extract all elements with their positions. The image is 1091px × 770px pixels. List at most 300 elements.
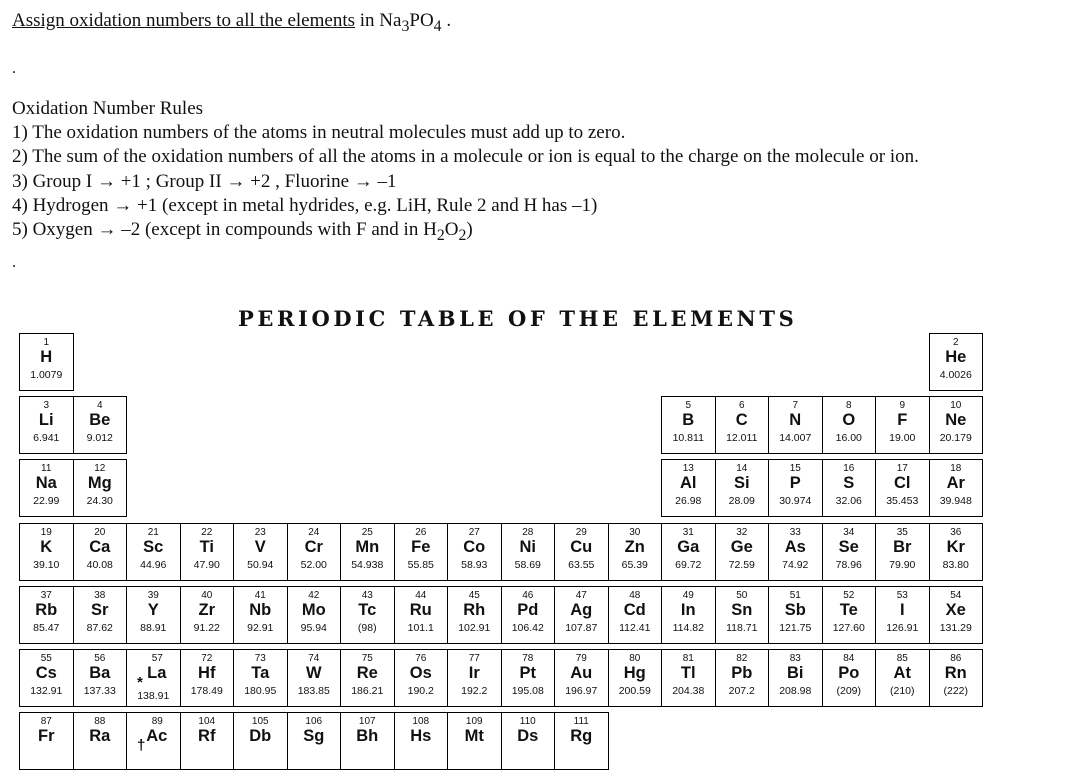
atomic-number: 53 <box>896 589 908 601</box>
rule-5: 5) Oxygen → –2 (except in compounds with F and in $H_2O_2$) <box>12 219 473 244</box>
element-cell-cr <box>287 523 342 581</box>
element-cell-si <box>715 459 770 517</box>
element-cell-sg <box>287 712 342 770</box>
element-cell-co <box>447 523 502 581</box>
element-cell-be <box>73 396 128 454</box>
element-cell-hg <box>608 649 663 707</box>
element-cell-w <box>287 649 342 707</box>
atomic-number: 46 <box>522 589 534 601</box>
element-symbol: Xe <box>945 600 966 619</box>
element-cell-db <box>233 712 288 770</box>
atomic-number: 11 <box>41 463 52 475</box>
atomic-number: 72 <box>201 653 213 664</box>
atomic-number: 104 <box>198 716 216 728</box>
atomic-number: 29 <box>575 526 587 538</box>
atomic-mass: 102.91 <box>458 621 491 634</box>
element-cell-bh <box>340 712 395 770</box>
atomic-number: 108 <box>412 716 430 728</box>
element-symbol: Rn <box>944 664 967 682</box>
element-symbol: Ge <box>730 537 753 556</box>
element-symbol: La <box>147 664 167 682</box>
element-symbol: Te <box>839 600 858 619</box>
element-symbol: Sb <box>784 600 806 619</box>
atomic-number: 73 <box>254 653 266 664</box>
atomic-number: 55 <box>40 653 52 664</box>
element-symbol: Ag <box>570 600 593 619</box>
element-symbol: K <box>40 537 53 556</box>
atomic-mass: 24.30 <box>86 495 113 508</box>
atomic-mass: 190.2 <box>407 685 434 697</box>
element-symbol: Cs <box>35 664 57 682</box>
element-symbol: O <box>842 411 856 430</box>
element-symbol: In <box>680 600 696 619</box>
atomic-number: 1 <box>43 337 50 348</box>
element-symbol: Tc <box>358 600 377 619</box>
atomic-mass: 92.91 <box>247 621 274 634</box>
atomic-mass: 95.94 <box>300 621 327 634</box>
atomic-mass: 114.82 <box>672 621 704 634</box>
atomic-number: 23 <box>254 526 266 538</box>
atomic-number: 85 <box>896 653 908 664</box>
element-symbol: Hg <box>623 664 646 682</box>
element-cell-al <box>661 459 716 517</box>
atomic-mass: 65.39 <box>621 558 648 571</box>
atomic-mass: 30.974 <box>779 495 812 508</box>
atomic-mass: 186.21 <box>351 685 384 697</box>
element-symbol: Sc <box>143 537 164 556</box>
atomic-number: 40 <box>201 589 213 601</box>
element-cell-ge <box>715 523 770 581</box>
atomic-number: 20 <box>94 526 106 538</box>
element-cell-hf <box>180 649 235 707</box>
rules-heading: Oxidation Number Rules <box>12 98 204 119</box>
atomic-number: 109 <box>465 716 483 728</box>
element-cell-br <box>875 523 930 581</box>
element-cell-li <box>19 396 74 454</box>
atomic-mass: 35.453 <box>886 495 919 508</box>
element-cell-h <box>19 333 74 391</box>
element-cell-cl <box>875 459 930 517</box>
element-cell-as <box>768 523 823 581</box>
atomic-mass: 32.06 <box>835 495 862 508</box>
atomic-mass: 47.90 <box>193 558 220 571</box>
atomic-number: 25 <box>361 526 373 538</box>
atomic-number: 30 <box>629 526 641 538</box>
element-cell-i <box>875 586 930 644</box>
rule-2: 2) The sum of the oxidation numbers of all the atoms in a molecule or ion is equal to the charge on the molecule or ion. <box>12 146 919 168</box>
element-symbol: Cl <box>894 474 911 493</box>
element-cell-mg <box>73 459 128 517</box>
element-cell-la <box>126 649 181 707</box>
atomic-number: 9 <box>899 400 906 412</box>
element-cell-sc <box>126 523 181 581</box>
atomic-mass: 127.60 <box>832 621 865 634</box>
atomic-mass: 178.49 <box>190 685 223 697</box>
element-cell-s <box>822 459 877 517</box>
atomic-number: 3 <box>43 400 50 412</box>
atomic-number: 79 <box>575 653 587 664</box>
atomic-number: 39 <box>147 589 159 601</box>
element-cell-tc <box>340 586 395 644</box>
atomic-number: 43 <box>361 589 373 601</box>
element-symbol: Sr <box>91 600 109 619</box>
element-symbol: He <box>945 348 967 366</box>
element-symbol: Br <box>893 537 912 556</box>
element-symbol: Na <box>35 474 57 493</box>
series-marker: * <box>137 674 143 691</box>
atomic-mass: 91.22 <box>193 621 220 634</box>
element-symbol: Ra <box>89 727 111 746</box>
element-symbol: Sn <box>731 600 753 619</box>
atomic-mass: 118.71 <box>726 621 758 634</box>
element-symbol: Co <box>463 537 486 556</box>
element-symbol: Au <box>570 664 593 682</box>
element-symbol: As <box>784 537 806 556</box>
element-symbol: Be <box>89 411 111 430</box>
rule-4: 4) Hydrogen → +1 (except in metal hydrides, e.g. LiH, Rule 2 and H has –1) <box>12 194 598 216</box>
atomic-mass: 44.96 <box>140 558 167 571</box>
atomic-mass: 88.91 <box>140 621 167 634</box>
question-text <box>12 10 451 36</box>
element-cell-ag <box>554 586 609 644</box>
atomic-mass: 22.99 <box>33 495 60 508</box>
element-cell-in <box>661 586 716 644</box>
element-symbol: Hf <box>198 664 216 682</box>
element-symbol: Rf <box>198 727 216 746</box>
element-cell-ca <box>73 523 128 581</box>
atomic-number: 106 <box>305 716 323 728</box>
element-cell-tl <box>661 649 716 707</box>
element-symbol: Mt <box>464 727 484 746</box>
atomic-number: 78 <box>522 653 534 664</box>
atomic-number: 36 <box>950 526 962 538</box>
element-symbol: Ac <box>146 727 168 746</box>
element-cell-ds <box>501 712 556 770</box>
element-symbol: Zr <box>198 600 215 619</box>
element-cell-ni <box>501 523 556 581</box>
element-symbol: V <box>254 537 266 556</box>
element-cell-y <box>126 586 181 644</box>
element-cell-c <box>715 396 770 454</box>
atomic-number: 83 <box>789 653 801 664</box>
element-cell-p <box>768 459 823 517</box>
atomic-number: 110 <box>519 716 536 728</box>
atomic-mass: 20.179 <box>939 432 972 445</box>
element-cell-zn <box>608 523 663 581</box>
element-symbol: Li <box>38 411 54 430</box>
element-cell-v <box>233 523 288 581</box>
element-symbol: Mg <box>87 474 112 493</box>
atomic-mass: 200.59 <box>618 685 651 697</box>
element-cell-ac <box>126 712 181 770</box>
element-symbol: Ru <box>409 600 432 619</box>
element-cell-ar <box>929 459 984 517</box>
atomic-number: 45 <box>468 589 480 601</box>
element-symbol: Rg <box>570 727 593 746</box>
element-symbol: F <box>897 411 908 430</box>
element-symbol: Ga <box>677 537 700 556</box>
separator-dot: . <box>12 60 16 77</box>
element-symbol: I <box>899 600 905 619</box>
atomic-number: 54 <box>950 589 962 601</box>
atomic-number: 28 <box>522 526 534 538</box>
atomic-mass: 78.96 <box>835 558 862 571</box>
element-symbol: Pt <box>519 664 536 682</box>
element-cell-ir <box>447 649 502 707</box>
element-cell-sn <box>715 586 770 644</box>
atomic-mass: 9.012 <box>86 432 113 445</box>
element-cell-cs <box>19 649 74 707</box>
atomic-number: 16 <box>843 463 855 475</box>
atomic-mass: 39.10 <box>33 558 60 571</box>
formula-na3po4: $Na_3PO_4$ . <box>379 10 452 35</box>
atomic-mass: 19.00 <box>889 432 916 445</box>
element-cell-fr <box>19 712 74 770</box>
element-cell-ba <box>73 649 128 707</box>
atomic-mass: 69.72 <box>675 558 702 571</box>
atomic-number: 86 <box>950 653 962 664</box>
element-cell-rh <box>447 586 502 644</box>
element-cell-hs <box>394 712 449 770</box>
atomic-number: 37 <box>40 589 52 601</box>
atomic-number: 74 <box>308 653 320 664</box>
atomic-number: 107 <box>358 716 376 728</box>
element-symbol: Cr <box>304 537 323 556</box>
atomic-mass: (222) <box>943 685 968 697</box>
atomic-number: 81 <box>682 653 694 664</box>
atomic-mass: 106.42 <box>511 621 544 634</box>
atomic-mass: 58.93 <box>461 558 488 571</box>
atomic-mass: 1.0079 <box>30 369 63 381</box>
element-symbol: Sg <box>303 727 325 746</box>
element-cell-f <box>875 396 930 454</box>
element-symbol: Fe <box>411 537 431 556</box>
rule-3: 3) Group I → +1 ; Group II → +2 , Fluorine → –1 <box>12 170 397 192</box>
element-symbol: Ti <box>199 537 214 556</box>
atomic-number: 47 <box>575 589 587 601</box>
element-symbol: W <box>305 664 322 682</box>
element-cell-rb <box>19 586 74 644</box>
atomic-number: 31 <box>682 526 694 538</box>
atomic-mass: 4.0026 <box>939 369 972 381</box>
element-cell-ru <box>394 586 449 644</box>
element-cell-na <box>19 459 74 517</box>
atomic-number: 76 <box>415 653 427 664</box>
atomic-number: 84 <box>843 653 855 664</box>
atomic-number: 111 <box>573 716 589 728</box>
element-symbol: Rb <box>35 600 58 619</box>
element-symbol: C <box>735 411 748 430</box>
element-symbol: S <box>843 474 855 493</box>
atomic-mass: 6.941 <box>33 432 60 445</box>
atomic-mass: 79.90 <box>889 558 916 571</box>
element-cell-fe <box>394 523 449 581</box>
element-cell-he <box>929 333 984 391</box>
atomic-mass: 196.97 <box>565 685 598 697</box>
atomic-mass: 74.92 <box>782 558 809 571</box>
atomic-number: 7 <box>792 400 799 412</box>
atomic-number: 10 <box>950 400 962 412</box>
question-rest: in <box>355 10 380 31</box>
element-symbol: Nb <box>249 600 272 619</box>
atomic-number: 57 <box>151 653 163 664</box>
element-cell-se <box>822 523 877 581</box>
element-symbol: Fr <box>38 727 55 746</box>
element-symbol: Bi <box>787 664 804 682</box>
element-symbol: Se <box>838 537 859 556</box>
atomic-number: 77 <box>468 653 480 664</box>
atomic-mass: 10.811 <box>672 432 704 445</box>
element-cell-au <box>554 649 609 707</box>
atomic-number: 38 <box>94 589 106 601</box>
atomic-number: 35 <box>896 526 908 538</box>
atomic-mass: 107.87 <box>565 621 598 634</box>
atomic-number: 48 <box>629 589 641 601</box>
atomic-mass: 195.08 <box>511 685 544 697</box>
atomic-mass: (98) <box>357 621 377 634</box>
element-symbol: Y <box>147 600 159 619</box>
atomic-mass: 204.38 <box>672 685 705 697</box>
element-cell-rg <box>554 712 609 770</box>
atomic-mass: 39.948 <box>939 495 972 508</box>
series-marker: † <box>137 737 146 755</box>
atomic-number: 24 <box>308 526 320 538</box>
atomic-number: 6 <box>738 400 745 412</box>
atomic-mass: 208.98 <box>779 685 812 697</box>
atomic-number: 34 <box>843 526 855 538</box>
element-symbol: Pb <box>731 664 753 682</box>
periodic-table-title: PERIODIC TABLE OF THE ELEMENTS <box>238 306 798 331</box>
element-cell-pb <box>715 649 770 707</box>
element-symbol: Cu <box>570 537 593 556</box>
atomic-number: 14 <box>736 463 748 475</box>
element-cell-at <box>875 649 930 707</box>
atomic-mass: 83.80 <box>942 558 969 571</box>
element-symbol: Ne <box>945 411 967 430</box>
element-cell-pd <box>501 586 556 644</box>
element-cell-rn <box>929 649 984 707</box>
element-cell-os <box>394 649 449 707</box>
element-cell-cu <box>554 523 609 581</box>
atomic-number: 87 <box>40 716 52 728</box>
atomic-mass: 126.91 <box>886 621 919 634</box>
atomic-number: 17 <box>896 463 908 475</box>
atomic-mass: 138.91 <box>137 690 170 702</box>
atomic-mass: 131.29 <box>939 621 972 634</box>
element-cell-rf <box>180 712 235 770</box>
element-cell-b <box>661 396 716 454</box>
element-cell-sr <box>73 586 128 644</box>
atomic-number: 32 <box>736 526 748 538</box>
element-symbol: H <box>40 348 53 366</box>
atomic-mass: 192.2 <box>461 685 488 697</box>
element-cell-mn <box>340 523 395 581</box>
atomic-number: 50 <box>736 589 748 601</box>
question-link[interactable]: Assign oxidation numbers to all the elements <box>12 10 356 31</box>
atomic-number: 19 <box>40 526 52 538</box>
atomic-mass: 180.95 <box>244 685 277 697</box>
atomic-mass: 54.938 <box>351 558 384 571</box>
atomic-number: 21 <box>147 526 159 538</box>
element-cell-nb <box>233 586 288 644</box>
element-symbol: Hs <box>410 727 432 746</box>
atomic-number: 12 <box>94 463 106 475</box>
element-symbol: Bh <box>356 727 379 746</box>
element-symbol: Cd <box>623 600 646 619</box>
atomic-number: 27 <box>468 526 480 538</box>
element-cell-sb <box>768 586 823 644</box>
atomic-mass: 52.00 <box>300 558 327 571</box>
element-cell-ne <box>929 396 984 454</box>
oxidation-rules <box>12 97 919 248</box>
element-cell-bi <box>768 649 823 707</box>
element-cell-ta <box>233 649 288 707</box>
element-cell-o <box>822 396 877 454</box>
atomic-number: 52 <box>843 589 855 601</box>
element-cell-mt <box>447 712 502 770</box>
element-symbol: Os <box>409 664 432 682</box>
atomic-mass: 132.91 <box>30 685 63 697</box>
atomic-mass: 58.69 <box>514 558 541 571</box>
element-symbol: N <box>789 411 802 430</box>
element-symbol: Zn <box>624 537 645 556</box>
separator-dot: . <box>12 254 16 271</box>
element-symbol: At <box>893 664 911 682</box>
atomic-mass: 72.59 <box>728 558 755 571</box>
atomic-number: 2 <box>952 337 959 348</box>
atomic-mass: 55.85 <box>407 558 434 571</box>
atomic-mass: 16.00 <box>835 432 862 445</box>
atomic-number: 15 <box>789 463 801 475</box>
atomic-mass: 137.33 <box>83 685 116 697</box>
element-cell-ga <box>661 523 716 581</box>
atomic-mass: 12.011 <box>726 432 758 445</box>
atomic-number: 26 <box>415 526 427 538</box>
atomic-mass: 28.09 <box>728 495 755 508</box>
element-cell-n <box>768 396 823 454</box>
element-cell-cd <box>608 586 663 644</box>
element-cell-xe <box>929 586 984 644</box>
rule-1: 1) The oxidation numbers of the atoms in neutral molecules must add up to zero. <box>12 122 626 144</box>
element-symbol: Db <box>249 727 272 746</box>
atomic-mass: 121.75 <box>779 621 812 634</box>
element-symbol: Ds <box>517 727 539 746</box>
element-symbol: Rh <box>463 600 486 619</box>
element-symbol: Ar <box>946 474 965 493</box>
atomic-number: 13 <box>682 463 694 475</box>
atomic-number: 56 <box>94 653 106 664</box>
atomic-number: 4 <box>96 400 103 412</box>
element-symbol: Mn <box>355 537 380 556</box>
element-cell-pt <box>501 649 556 707</box>
atomic-mass: 50.94 <box>247 558 274 571</box>
element-symbol: Ta <box>251 664 270 682</box>
element-symbol: Kr <box>946 537 965 556</box>
element-symbol: Si <box>733 474 750 493</box>
atomic-number: 80 <box>629 653 641 664</box>
atomic-number: 105 <box>251 716 269 728</box>
atomic-number: 75 <box>361 653 373 664</box>
element-cell-ti <box>180 523 235 581</box>
atomic-number: 42 <box>308 589 320 601</box>
atomic-number: 49 <box>682 589 694 601</box>
element-cell-zr <box>180 586 235 644</box>
atomic-mass: 14.007 <box>779 432 812 445</box>
element-symbol: Ni <box>519 537 536 556</box>
atomic-mass: 85.47 <box>33 621 60 634</box>
atomic-number: 5 <box>685 400 692 412</box>
element-cell-ra <box>73 712 128 770</box>
